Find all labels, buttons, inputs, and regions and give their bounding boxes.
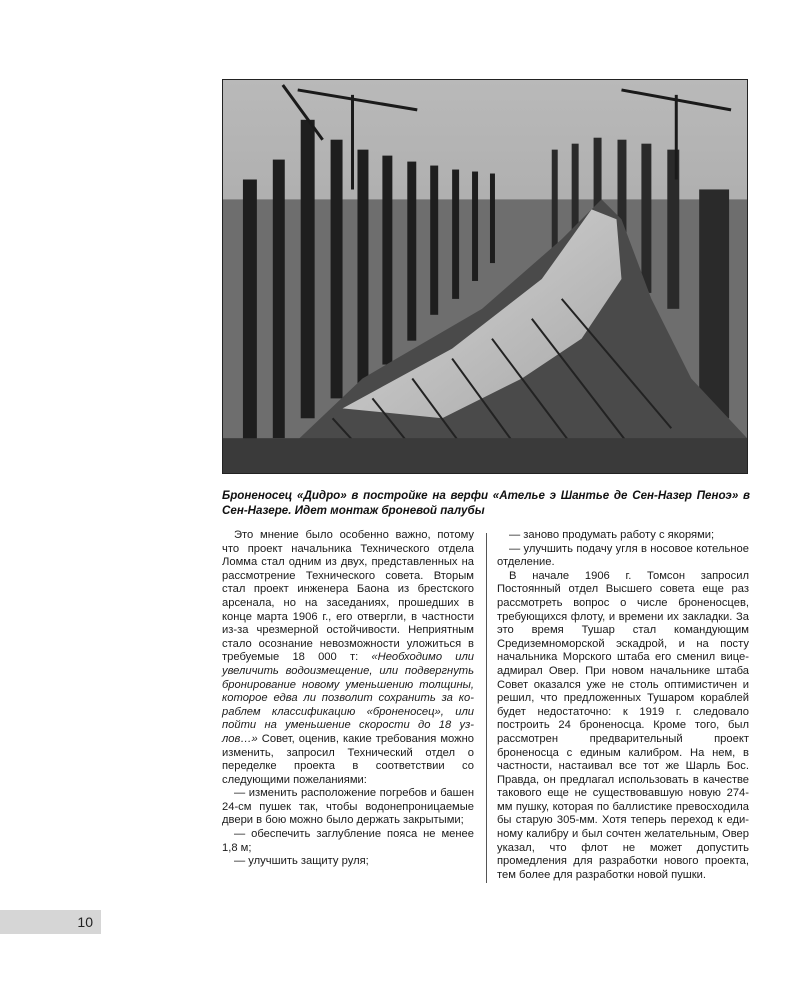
quote-text: «Необходимо или увеличить водоизмещение, или подвергнуть бронирование новому уменьшению толщины, которое едва ли позволит сохранить за кораблем классификацию «броненосец», или пойти на уменьшение скорости до 18 узлов…» [222, 651, 474, 745]
page-number: 10 [0, 910, 101, 934]
photo-illustration [223, 80, 747, 473]
list-item: — изменить расположение погребов и башен 24-см пушек так, чтобы водонепроницаемые двери в бою можно было держать закрытыми; [222, 787, 474, 827]
list-item: — улучшить подачу угля в носовое котельное отделение. [497, 542, 749, 569]
paragraph-text: Это мнение было особенно важно, потому что проект начальника Технического отдела Ломма стал одним из двух, представленных на рассмотрение Технического совета. Вторым стал проект инженера Баона из брестского арсенала, но на заседаниях, прошедших в конце марта 1906 г., его отвергли, в частности из-за чрезмерной остойчивости. Неприятным стало осознание невозможности уложиться в требуемые 18 000 т: [222, 529, 474, 664]
photo-caption: Броненосец «Дидро» в постройке на верфи «Ателье э Шантье де Сен-Назер Пеноэ» в Сен-Назере. Идет монтаж броневой палубы [222, 489, 750, 517]
text-column-right [497, 529, 749, 882]
paragraph: В начале 1906 г. Томсон запросил Постоянный отдел Высшего совета еще раз рассмотреть вопрос о числе броненосцев, требующихся флоту, и времени их закладки. За это время Тушар стал командующим Средиземноморской эскадрой, и на посту начальника Морского штаба его сменил вице-адмирал Овер. При новом начальнике штаба Совет оказался уже не столь оптимистичен и решил, что предложенных Тушаром кораблей будет недостаточно: к 1919 г. следовало построить 24 броненосца. Кроме того, был рассмотрен предварительный проект броненосца с единым калибром. На нем, в частности, настаивал все тот же Шарль Бос. Правда, он предлагал использовать в качестве такового еще не существовавшую новую 274-мм пушку, которая по баллистике превосходила бы старую 305-мм. Хотя теперь переход к единому калибру и был сочтен желательным, Овер указал, что флот не может допустить промедления для разработки нового проекта, тем более для разработки новой пушки. [497, 569, 749, 881]
list-item: — обеспечить заглубление пояса не менее 1,8 м; [222, 828, 474, 854]
paragraph-text: Совет, оценив, какие требования можно изменить, запросил Технический отдел о переделке проекта в соответствии со следующими пожеланиями: [222, 732, 474, 786]
list-item: — заново продумать работу с якорями; [509, 529, 715, 541]
text-column-left [222, 529, 474, 869]
column-divider [486, 533, 487, 883]
ship-construction-photo [222, 79, 748, 474]
paragraph [222, 529, 474, 787]
list-item: — улучшить защиту руля; [234, 855, 369, 868]
